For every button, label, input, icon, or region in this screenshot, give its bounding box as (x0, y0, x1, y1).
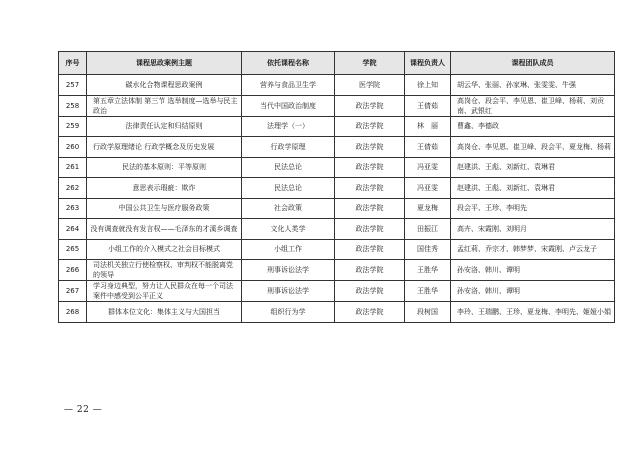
table-row (59, 239, 615, 260)
cell-college: 政法学院 (335, 219, 405, 240)
cell-topic: 法律责任认定和归结原则 (87, 116, 242, 137)
cell-course: 小组工作 (242, 239, 335, 260)
cell-no: 263 (59, 198, 87, 219)
header-members: 课程团队成员 (451, 52, 615, 75)
cell-members: 高岗仓、李见恩、崔卫峰、段会平、夏龙梅、杨莉 (451, 137, 615, 158)
cell-no: 260 (59, 137, 87, 158)
table-row (59, 95, 615, 116)
cell-course: 民法总论 (242, 157, 335, 178)
header-course: 依托课程名称 (242, 52, 335, 75)
cell-members: 李玲、王瑞鹏、王珍、夏龙梅、李明先、姬娅小娟 (451, 302, 615, 323)
cell-topic: 群体本位文化：集体主义与大国担当 (87, 302, 242, 323)
cell-college: 政法学院 (335, 302, 405, 323)
cell-lead: 国佳秀 (405, 239, 451, 260)
table-row (59, 75, 615, 96)
cell-no: 259 (59, 116, 87, 137)
cell-course: 营养与食品卫生学 (242, 75, 335, 96)
cell-lead: 冯亚雯 (405, 178, 451, 199)
cell-topic: 意思表示瑕疵：欺诈 (87, 178, 242, 199)
cell-college: 政法学院 (335, 198, 405, 219)
cell-college: 政法学院 (335, 116, 405, 137)
cell-lead: 夏龙梅 (405, 198, 451, 219)
header-lead: 课程负责人 (405, 52, 451, 75)
cell-topic: 中国公共卫生与医疗服务政策 (87, 198, 242, 219)
cell-members: 赵建洪、王彪、刘新红、袁琳君 (451, 178, 615, 199)
cell-course: 组织行为学 (242, 302, 335, 323)
cell-members: 段会平、王珍、李明先 (451, 198, 615, 219)
cell-no: 265 (59, 239, 87, 260)
cell-course: 社会政策 (242, 198, 335, 219)
cell-topic: 没有调查就没有发言权——毛泽东的才溪乡调查 (87, 219, 242, 240)
header-college: 学院 (335, 52, 405, 75)
cell-lead: 段树国 (405, 302, 451, 323)
table-row (59, 157, 615, 178)
cell-members: 孙安洛、韩川、谭明 (451, 260, 615, 281)
cell-college: 政法学院 (335, 239, 405, 260)
cell-topic: 碳水化合物课程思政案例 (87, 75, 242, 96)
cell-no: 257 (59, 75, 87, 96)
cell-course: 刑事诉讼法学 (242, 281, 335, 302)
cell-members: 赵建洪、王彪、刘新红、袁琳君 (451, 157, 615, 178)
cell-lead: 王胜华 (405, 281, 451, 302)
cell-topic: 民法的基本原则：平等原则 (87, 157, 242, 178)
cell-course: 法理学（一） (242, 116, 335, 137)
table-row (59, 260, 615, 281)
cell-course: 当代中国政治制度 (242, 95, 335, 116)
cell-lead: 冯亚雯 (405, 157, 451, 178)
cell-members: 高岗仓、段会平、李见恩、崔卫峰、杨莉、刘贡南、武银红 (451, 95, 615, 116)
cell-college: 政法学院 (335, 260, 405, 281)
cell-no: 266 (59, 260, 87, 281)
cell-no: 261 (59, 157, 87, 178)
cell-members: 孟红莉、乔宗才、韩梦梦、宋霞刚、卢云龙子 (451, 239, 615, 260)
cell-no: 258 (59, 95, 87, 116)
cell-no: 262 (59, 178, 87, 199)
cell-members: 胡云华、张丽、孙家琳、张雯雯、牛强 (451, 75, 615, 96)
cell-college: 政法学院 (335, 281, 405, 302)
cell-lead: 王倩茹 (405, 137, 451, 158)
cell-course: 文化人类学 (242, 219, 335, 240)
table-row (59, 178, 615, 199)
cell-college: 政法学院 (335, 95, 405, 116)
cell-no: 264 (59, 219, 87, 240)
table-row (59, 219, 615, 240)
cell-lead: 林 丽 (405, 116, 451, 137)
cell-topic: 司法机关独立行使检察权、审判权不能脱离党的领导 (87, 260, 242, 281)
cell-college: 医学院 (335, 75, 405, 96)
cell-no: 268 (59, 302, 87, 323)
cell-lead: 徐上知 (405, 75, 451, 96)
cell-members: 孙安洛、韩川、谭明 (451, 281, 615, 302)
table-row (59, 137, 615, 158)
cell-members: 曹鑫、李德政 (451, 116, 615, 137)
course-cases-table (58, 51, 615, 323)
table-header-row (59, 52, 615, 75)
page-number: — 22 — (64, 405, 103, 415)
cell-course: 行政学原理 (242, 137, 335, 158)
cell-course: 刑事诉讼法学 (242, 260, 335, 281)
cell-topic: 行政学原理绪论 行政学概念及历史发展 (87, 137, 242, 158)
cell-topic: 小组工作的介入模式之社会目标模式 (87, 239, 242, 260)
cell-topic: 第五章立法体制 第三节 选举制度—选举与民主政治 (87, 95, 242, 116)
table-row (59, 198, 615, 219)
header-topic: 课程思政案例主题 (87, 52, 242, 75)
cell-lead: 田振江 (405, 219, 451, 240)
cell-no: 267 (59, 281, 87, 302)
cell-members: 高卉、宋霞刚、刘明月 (451, 219, 615, 240)
cell-lead: 王胜华 (405, 260, 451, 281)
table-row (59, 281, 615, 302)
header-no: 序号 (59, 52, 87, 75)
cell-college: 政法学院 (335, 137, 405, 158)
cell-lead: 王倩茹 (405, 95, 451, 116)
cell-course: 民法总论 (242, 178, 335, 199)
cell-topic: 学习身边典型，努力让人民群众在每一个司法案件中感受到公平正义 (87, 281, 242, 302)
cell-college: 政法学院 (335, 178, 405, 199)
cell-college: 政法学院 (335, 157, 405, 178)
table-row (59, 116, 615, 137)
table-row (59, 302, 615, 323)
